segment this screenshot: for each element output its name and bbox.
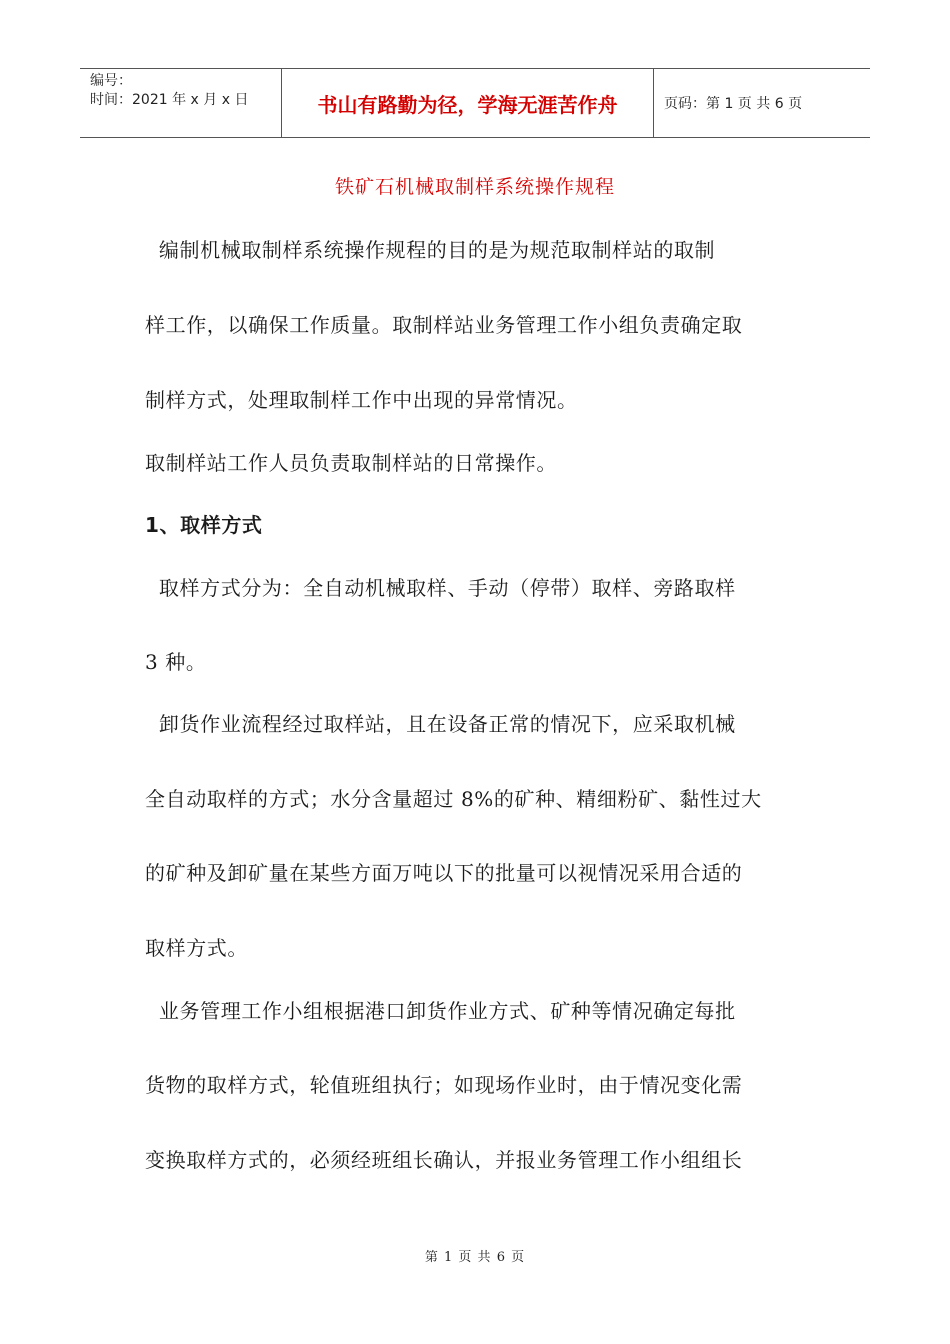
body-line: 业务管理工作小组根据港口卸货作业方式、矿种等情况确定每批 bbox=[145, 999, 736, 1023]
body-line: 取样方式分为：全自动机械取样、手动（停带）取样、旁路取样 bbox=[145, 576, 736, 600]
body-line: 取样方式。 bbox=[145, 936, 248, 960]
body-line: 变换取样方式的，必须经班组长确认，并报业务管理工作小组组长 bbox=[145, 1148, 743, 1172]
body-line: 卸货作业流程经过取样站，且在设备正常的情况下，应采取机械 bbox=[145, 712, 736, 736]
time-label: 时间：2021 年 x 月 x 日 bbox=[90, 92, 249, 108]
document-title: 铁矿石机械取制样系统操作规程 bbox=[334, 176, 615, 198]
body-line: 全自动取样的方式；水分含量超过 8%的矿种、精细粉矿、黏性过大 bbox=[145, 787, 762, 811]
body-line: 编制机械取制样系统操作规程的目的是为规范取制样站的取制 bbox=[145, 238, 716, 262]
body-line: 取制样站工作人员负责取制样站的日常操作。 bbox=[145, 451, 557, 475]
body-line: 的矿种及卸矿量在某些方面万吨以下的批量可以视情况采用合适的 bbox=[145, 861, 743, 885]
number-label: 编号： bbox=[90, 73, 132, 89]
section-heading: 1、取样方式 bbox=[145, 513, 263, 537]
body-line: 制样方式，处理取制样工作中出现的异常情况。 bbox=[145, 388, 578, 412]
header-motto: 书山有路勤为径，学海无涯苦作舟 bbox=[282, 69, 654, 137]
page-footer: 第 1 页 共 6 页 bbox=[424, 1250, 526, 1265]
header-meta bbox=[80, 69, 282, 137]
body-line: 货物的取样方式，轮值班组执行；如现场作业时，由于情况变化需 bbox=[145, 1073, 743, 1097]
body-line: 3 种。 bbox=[145, 650, 207, 674]
header-page-info: 页码：第 1 页 共 6 页 bbox=[664, 96, 803, 112]
body-line: 样工作，以确保工作质量。取制样站业务管理工作小组负责确定取 bbox=[145, 313, 743, 337]
page-header bbox=[80, 68, 870, 138]
